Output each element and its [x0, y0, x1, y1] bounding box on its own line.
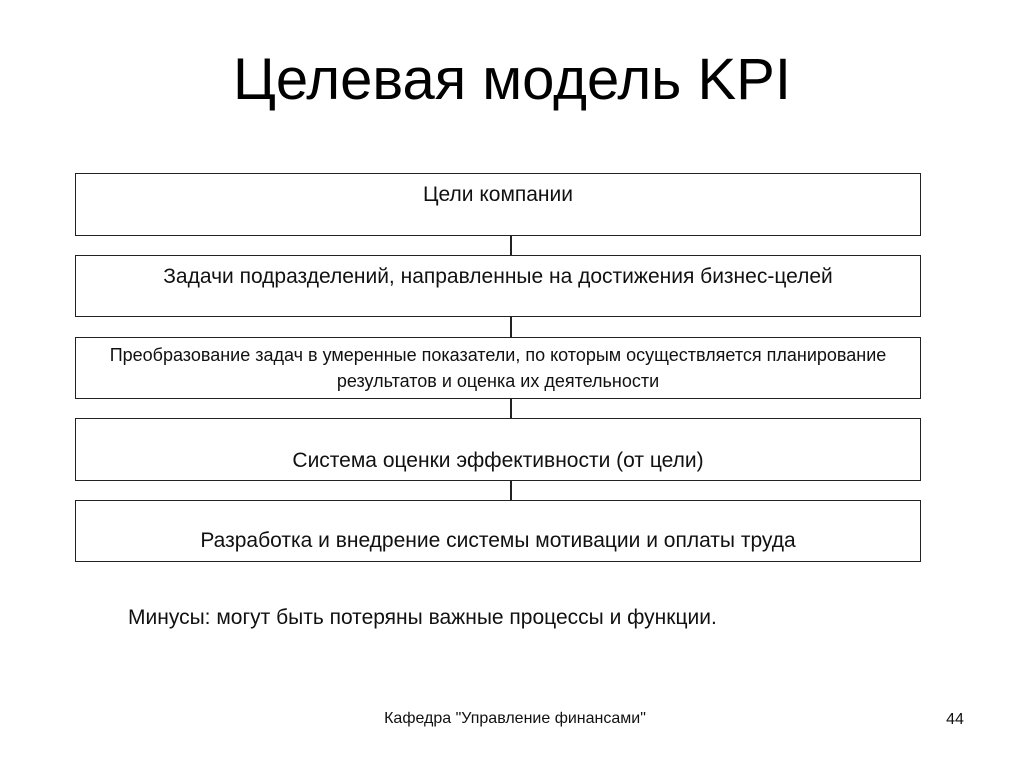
footer-department: Кафедра "Управление финансами"	[384, 710, 646, 727]
flow-box-department-tasks: Задачи подразделений, направленные на достижения бизнес-целей	[75, 255, 921, 317]
connector-line	[510, 317, 512, 337]
flow-box-evaluation-system: Система оценки эффективности (от цели)	[75, 418, 921, 481]
connector-line	[510, 399, 512, 418]
flow-box-company-goals: Цели компании	[75, 173, 921, 236]
slide-title: Целевая модель KPI	[233, 47, 791, 112]
connector-line	[510, 481, 512, 500]
connector-line	[510, 236, 512, 255]
flow-box-task-transformation: Преобразование задач в умеренные показатели, по которым осуществляется планирование результатов и оценка их деятельности	[75, 337, 921, 399]
page-number: 44	[946, 711, 964, 728]
drawbacks-note: Минусы: могут быть потеряны важные процессы и функции.	[128, 606, 717, 629]
flow-box-motivation-system: Разработка и внедрение системы мотивации и оплаты труда	[75, 500, 921, 562]
